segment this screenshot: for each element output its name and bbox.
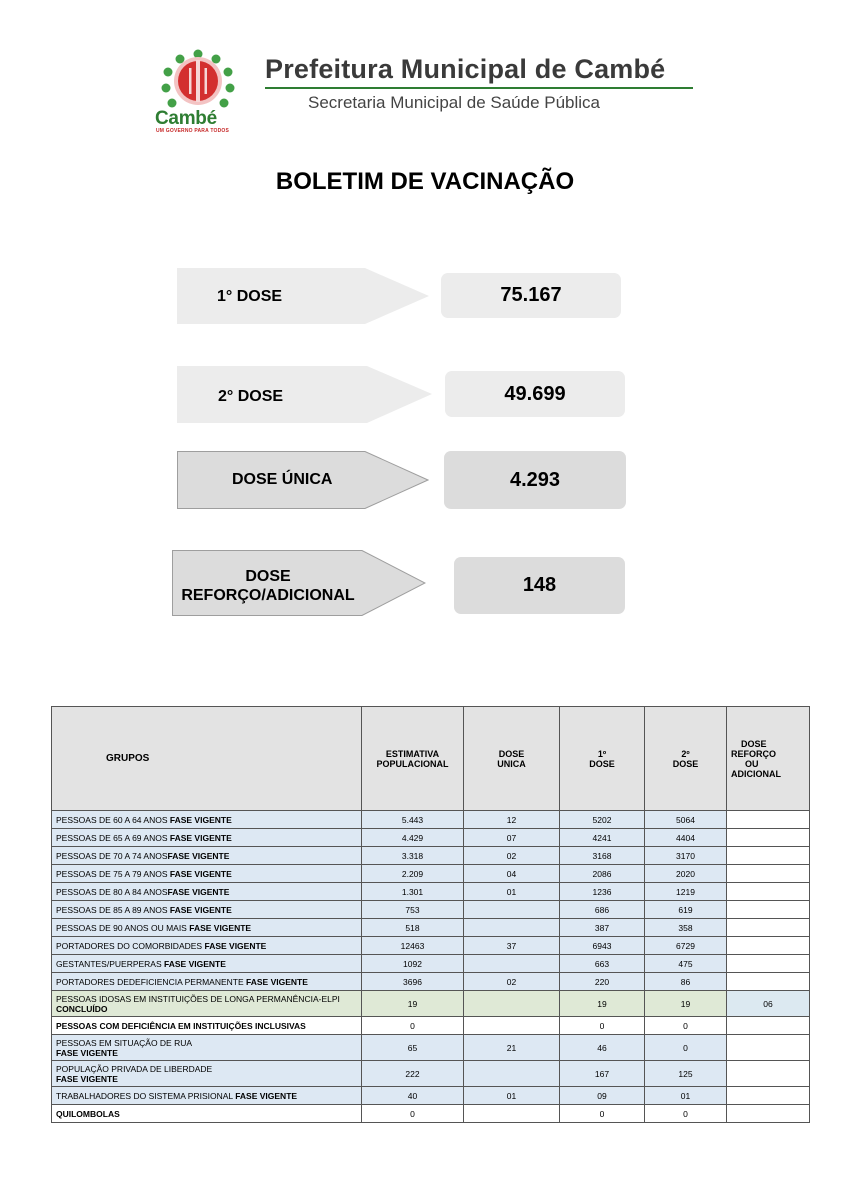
table-row <box>52 1061 810 1087</box>
cell-dose2: 1219 <box>645 883 727 901</box>
header-text: DOSE <box>498 748 525 759</box>
table-header-row <box>52 707 810 811</box>
grupo-status: FASE VIGENTE <box>167 850 230 861</box>
table-row <box>52 1105 810 1123</box>
table-row <box>52 865 810 883</box>
grupo-status: CONCLUÍDO <box>56 1003 108 1014</box>
row-grupo <box>52 829 362 847</box>
grupo-name: PESSOAS IDOSAS EM INSTITUIÇÕES DE LONGA PERMANÊNCIA-ELPI <box>56 993 340 1004</box>
grupo-name: PESSOAS DE 65 A 69 ANOS <box>56 832 170 843</box>
grupo-name: TRABALHADORES DO SISTEMA PRISIONAL <box>56 1090 236 1101</box>
cell-unica: 07 <box>464 829 560 847</box>
grupo-name: POPULAÇÃO PRIVADA DE LIBERDADE <box>56 1063 213 1074</box>
cell-unica <box>464 1017 560 1035</box>
cell-estimativa: 12463 <box>362 937 464 955</box>
grupo-status: FASE VIGENTE <box>189 922 252 933</box>
grupo-name: GESTANTES/PUERPERAS <box>56 958 165 969</box>
dose-1-arrow <box>177 268 429 324</box>
header-text: DOSE <box>741 738 767 749</box>
cell-reforco <box>727 1087 810 1105</box>
header-divider <box>265 87 693 89</box>
row-grupo <box>52 865 362 883</box>
grupo-status: FASE VIGENTE <box>169 814 232 825</box>
cell-dose1: 5202 <box>560 811 645 829</box>
cell-unica: 02 <box>464 847 560 865</box>
cell-reforco <box>727 847 810 865</box>
grupo-name: PESSOAS DE 80 A 84 ANOS <box>56 886 168 897</box>
arrow-shape <box>177 268 429 324</box>
cell-estimativa: 1092 <box>362 955 464 973</box>
cell-estimativa: 0 <box>362 1105 464 1123</box>
header-text: DOSE <box>672 758 699 769</box>
cell-dose2: 0 <box>645 1105 727 1123</box>
cell-dose2: 01 <box>645 1087 727 1105</box>
cell-reforco <box>727 901 810 919</box>
header-text: POPULACIONAL <box>376 758 449 769</box>
cell-estimativa: 5.443 <box>362 811 464 829</box>
row-grupo <box>52 955 362 973</box>
row-grupo <box>52 883 362 901</box>
arrow-shape <box>177 366 432 423</box>
cell-estimativa: 4.429 <box>362 829 464 847</box>
cell-dose1: 0 <box>560 1105 645 1123</box>
cell-estimativa: 222 <box>362 1061 464 1087</box>
cell-dose1: 663 <box>560 955 645 973</box>
cell-dose1: 09 <box>560 1087 645 1105</box>
grupo-name: PESSOAS DE 90 ANOS OU MAIS <box>56 922 190 933</box>
cell-dose2: 4404 <box>645 829 727 847</box>
cell-reforco <box>727 883 810 901</box>
row-grupo <box>52 811 362 829</box>
cell-dose2: 0 <box>645 1035 727 1061</box>
cell-estimativa: 518 <box>362 919 464 937</box>
cell-reforco <box>727 1017 810 1035</box>
grupo-status: FASE VIGENTE <box>56 1047 118 1058</box>
cell-unica: 01 <box>464 1087 560 1105</box>
cell-dose2: 125 <box>645 1061 727 1087</box>
row-grupo <box>52 901 362 919</box>
header-text: REFORÇO <box>731 748 776 759</box>
grupo-status: FASE VIGENTE <box>246 976 308 987</box>
cell-dose2: 358 <box>645 919 727 937</box>
table-row <box>52 973 810 991</box>
dose-unica-arrow <box>177 451 429 509</box>
cell-estimativa: 40 <box>362 1087 464 1105</box>
header-text: 1º <box>597 748 607 759</box>
row-grupo <box>52 973 362 991</box>
table-row <box>52 847 810 865</box>
row-grupo <box>52 1105 362 1123</box>
grupo-status: FASE VIGENTE <box>167 886 230 897</box>
bulletin-title: BOLETIM DE VACINAÇÃO <box>275 168 575 195</box>
header-dose-1 <box>560 707 645 811</box>
cell-reforco <box>727 937 810 955</box>
cell-reforco: 06 <box>727 991 810 1017</box>
grupo-name: QUILOMBOLAS <box>56 1108 120 1119</box>
dose-reforco-arrow <box>172 550 426 616</box>
grupo-status: FASE VIGENTE <box>56 1073 118 1084</box>
table-row <box>52 1035 810 1061</box>
cell-unica <box>464 919 560 937</box>
dose-2-arrow <box>177 366 432 423</box>
cell-reforco <box>727 973 810 991</box>
cell-dose1: 6943 <box>560 937 645 955</box>
dose-1-label: 1° DOSE <box>217 288 283 305</box>
dose-unica-value: 4.293 <box>444 451 626 509</box>
cell-reforco <box>727 811 810 829</box>
grupo-status: FASE VIGENTE <box>169 868 232 879</box>
table-row <box>52 901 810 919</box>
table-row <box>52 919 810 937</box>
cell-dose1: 686 <box>560 901 645 919</box>
dose-2-value: 49.699 <box>445 371 625 417</box>
header-text: UNICA <box>497 758 526 769</box>
row-grupo <box>52 1061 362 1087</box>
cell-unica: 12 <box>464 811 560 829</box>
cell-reforco <box>727 1035 810 1061</box>
header-text: OU <box>745 758 759 769</box>
cell-estimativa: 2.209 <box>362 865 464 883</box>
cell-reforco <box>727 919 810 937</box>
cell-unica: 37 <box>464 937 560 955</box>
cell-unica: 02 <box>464 973 560 991</box>
row-grupo <box>52 991 362 1017</box>
table-row <box>52 937 810 955</box>
cell-unica: 21 <box>464 1035 560 1061</box>
cell-dose1: 0 <box>560 1017 645 1035</box>
row-grupo <box>52 1017 362 1035</box>
dose-reforco-label-line2: REFORÇO/ADICIONAL <box>181 587 355 604</box>
cell-dose1: 3168 <box>560 847 645 865</box>
cell-unica <box>464 1061 560 1087</box>
table-row <box>52 991 810 1017</box>
table-row <box>52 829 810 847</box>
grupo-name: PESSOAS DE 85 A 89 ANOS <box>56 904 170 915</box>
cell-dose1: 4241 <box>560 829 645 847</box>
cell-dose2: 475 <box>645 955 727 973</box>
dose-1-value: 75.167 <box>441 273 621 318</box>
cell-dose2: 86 <box>645 973 727 991</box>
cell-estimativa: 3.318 <box>362 847 464 865</box>
header-title: Prefeitura Municipal de Cambé <box>265 54 666 84</box>
header-dose-unica <box>464 707 560 811</box>
cell-dose2: 2020 <box>645 865 727 883</box>
cell-dose1: 387 <box>560 919 645 937</box>
cell-estimativa: 19 <box>362 991 464 1017</box>
dose-reforco-value: 148 <box>454 557 625 614</box>
cell-dose2: 6729 <box>645 937 727 955</box>
grupo-name: PORTADORES DO COMORBIDADES <box>56 940 205 951</box>
header-estimativa <box>362 707 464 811</box>
row-grupo <box>52 937 362 955</box>
table-row <box>52 955 810 973</box>
table-row <box>52 883 810 901</box>
cell-dose2: 3170 <box>645 847 727 865</box>
cell-unica: 01 <box>464 883 560 901</box>
cell-dose1: 19 <box>560 991 645 1017</box>
cell-estimativa: 65 <box>362 1035 464 1061</box>
header-text: ADICIONAL <box>731 768 781 779</box>
row-grupo <box>52 847 362 865</box>
grupo-status: FASE VIGENTE <box>164 958 226 969</box>
grupo-name: PESSOAS DE 70 A 74 ANOS <box>56 850 168 861</box>
cell-reforco <box>727 1061 810 1087</box>
cell-unica: 04 <box>464 865 560 883</box>
logo-wordmark: Cambé <box>155 108 217 129</box>
header-dose-reforco <box>727 707 810 811</box>
cell-unica <box>464 991 560 1017</box>
row-grupo <box>52 1087 362 1105</box>
cell-reforco <box>727 865 810 883</box>
cell-reforco <box>727 829 810 847</box>
cell-unica <box>464 1105 560 1123</box>
cell-estimativa: 753 <box>362 901 464 919</box>
header-subtitle: Secretaria Municipal de Saúde Pública <box>308 93 601 112</box>
grupo-name: PESSOAS EM SITUAÇÃO DE RUA <box>56 1037 193 1048</box>
dose-unica-label: DOSE ÚNICA <box>232 471 333 488</box>
cell-dose1: 167 <box>560 1061 645 1087</box>
cell-estimativa: 3696 <box>362 973 464 991</box>
grupo-name: PESSOAS COM DEFICIÊNCIA EM INSTITUIÇÕES INCLUSIVAS <box>56 1020 306 1031</box>
cell-reforco <box>727 955 810 973</box>
grupo-status: FASE VIGENTE <box>169 904 232 915</box>
cell-dose1: 220 <box>560 973 645 991</box>
cell-dose2: 19 <box>645 991 727 1017</box>
table-row <box>52 1017 810 1035</box>
cell-estimativa: 0 <box>362 1017 464 1035</box>
cell-dose2: 619 <box>645 901 727 919</box>
cell-reforco <box>727 1105 810 1123</box>
grupo-name: PORTADORES DEDEFICIENCIA PERMANENTE <box>56 976 247 987</box>
cell-dose1: 1236 <box>560 883 645 901</box>
cell-estimativa: 1.301 <box>362 883 464 901</box>
cell-dose1: 2086 <box>560 865 645 883</box>
cell-unica <box>464 901 560 919</box>
grupo-status: FASE VIGENTE <box>169 832 232 843</box>
table-row <box>52 1087 810 1105</box>
header-text: DOSE <box>589 758 615 769</box>
cell-unica <box>464 955 560 973</box>
grupo-status: FASE VIGENTE <box>235 1090 298 1101</box>
vaccination-table <box>51 706 810 1123</box>
grupo-status: FASE VIGENTE <box>204 940 267 951</box>
grupo-name: PESSOAS DE 75 A 79 ANOS <box>56 868 170 879</box>
table-row <box>52 811 810 829</box>
dose-2-label: 2° DOSE <box>218 388 284 405</box>
cell-dose1: 46 <box>560 1035 645 1061</box>
header-dose-2 <box>645 707 727 811</box>
row-grupo <box>52 1035 362 1061</box>
grupo-name: PESSOAS DE 60 A 64 ANOS <box>56 814 170 825</box>
logo-slogan: UM GOVERNO PARA TODOS <box>156 128 230 134</box>
dose-reforco-label-line1: DOSE <box>245 568 291 585</box>
header-text: 2º <box>681 748 690 759</box>
cell-dose2: 0 <box>645 1017 727 1035</box>
header-grupos: GRUPOS <box>52 707 362 811</box>
header-text: ESTIMATIVA <box>385 748 440 759</box>
cell-dose2: 5064 <box>645 811 727 829</box>
row-grupo <box>52 919 362 937</box>
